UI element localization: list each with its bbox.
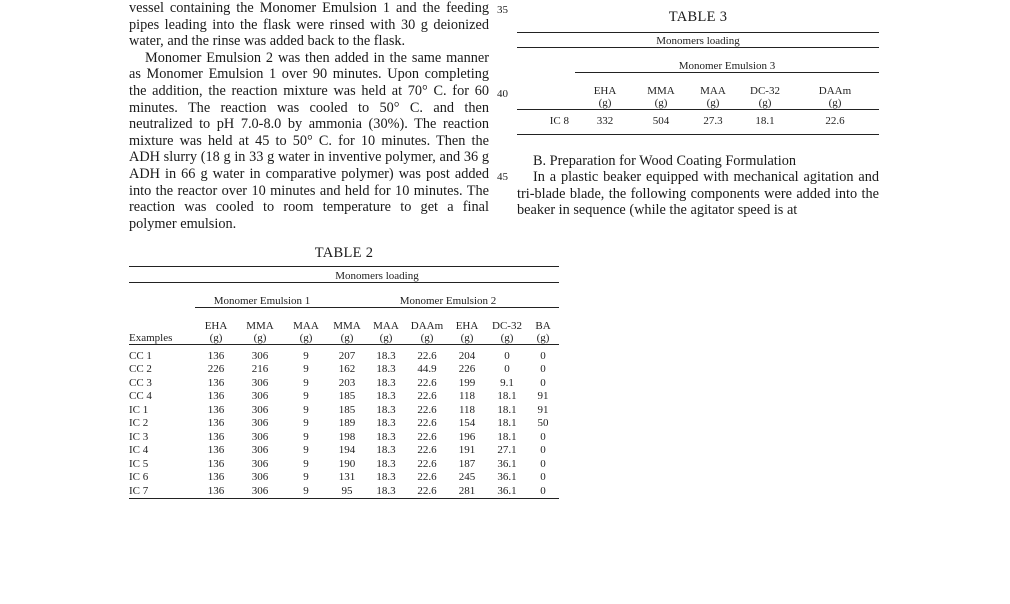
row-label: CC 2: [129, 363, 152, 375]
table-row: [129, 444, 559, 458]
row-label: IC 5: [129, 457, 149, 470]
cell: 0: [504, 349, 510, 362]
table-2-subgroup-2: Monomer Emulsion 2: [329, 295, 559, 308]
table-3-group-header: Monomers loading: [656, 35, 740, 47]
cell: 44.9: [417, 363, 437, 375]
table-2: [129, 266, 559, 501]
cell: 226: [458, 363, 476, 375]
col-unit: (g): [758, 96, 772, 109]
cell: 50: [537, 417, 549, 429]
cell: 9: [303, 376, 309, 389]
table-2-column-units: [129, 332, 559, 345]
cell: 22.6: [417, 471, 437, 483]
cell: 131: [338, 471, 356, 483]
cell: 18.3: [376, 444, 396, 456]
cell: 22.6: [417, 430, 437, 443]
table-row: [129, 377, 559, 391]
cell: 9: [303, 457, 309, 470]
cell: 18.1: [497, 430, 517, 443]
cell: 18.3: [376, 363, 396, 375]
cell: 18.3: [376, 417, 396, 429]
cell: 18.3: [376, 484, 396, 497]
col-unit: (g): [460, 331, 474, 344]
col-unit: (g): [379, 331, 393, 344]
cell: 306: [251, 376, 269, 389]
row-label: IC 8: [549, 114, 569, 127]
cell: 9.1: [500, 376, 514, 389]
cell: 0: [540, 471, 546, 483]
paragraph-monomer-emulsion-2: Monomer Emulsion 2 was then added in the same manner as Monomer Emulsion 1 over 90 minutes. Upon completing the addition, the reaction mixture was held at 70° C. for 60 minutes. The reaction was cooled to 50° C. and then neutralized to pH 7.0-8.0 by ammonia (30%). The reaction mixture was held at 45 to 50° C. for 10 minutes. Then the ADH slurry (18 g in 33 g water in inventive polymer, and 36 g ADH in 66 g water in comparative polymer) was post added into the reactor over 10 minutes and held for 10 minutes. The reaction was cooled to room temperature to get a final polymer emulsion.: [129, 49, 489, 232]
section-b: [517, 153, 879, 219]
col-unit: (g): [828, 96, 842, 109]
cell: 27.3: [703, 114, 723, 127]
cell: 22.6: [417, 349, 437, 362]
col-name: MMA: [246, 319, 274, 332]
table-2-subgroup-1: Monomer Emulsion 1: [195, 295, 329, 308]
section-heading: B. Preparation for Wood Coating Formulation: [533, 152, 797, 169]
cell: 136: [207, 390, 225, 402]
col-name: DC-32: [492, 319, 522, 332]
cell: 136: [207, 430, 225, 443]
cell: 22.6: [417, 403, 437, 416]
col-unit: (g): [209, 331, 223, 344]
row-label: IC 2: [129, 417, 149, 429]
table-row: [129, 350, 559, 364]
cell: 194: [338, 444, 356, 456]
row-label: IC 1: [129, 403, 149, 416]
table-2-subgroup-row: [129, 295, 559, 308]
cell: 9: [303, 484, 309, 497]
cell: 136: [207, 444, 225, 456]
cell: 18.1: [497, 417, 517, 429]
cell: 22.6: [417, 457, 437, 470]
table-3: [517, 32, 879, 137]
row-label: CC 4: [129, 390, 152, 402]
cell: 95: [341, 484, 353, 497]
col-name: MMA: [333, 319, 361, 332]
cell: 191: [458, 444, 476, 456]
table-3-subgroup: Monomer Emulsion 3: [575, 60, 879, 73]
cell: 136: [207, 349, 225, 362]
cell: 18.3: [376, 390, 396, 402]
cell: 199: [458, 376, 476, 389]
cell: 306: [251, 403, 269, 416]
table-row: [129, 471, 559, 485]
table-row: [129, 417, 559, 431]
cell: 18.1: [497, 390, 517, 402]
col-name: BA: [535, 319, 551, 332]
col-name: MAA: [373, 319, 399, 332]
col-name: DAAm: [818, 84, 852, 97]
cell: 136: [207, 484, 225, 497]
cell: 22.6: [825, 114, 845, 127]
cell: 9: [303, 349, 309, 362]
table-3-column-units: [517, 97, 879, 110]
col-unit: (g): [654, 96, 668, 109]
cell: 162: [338, 363, 356, 375]
cell: 190: [338, 457, 356, 470]
table-row: [129, 390, 559, 404]
cell: 185: [338, 403, 356, 416]
cell: 18.1: [497, 403, 517, 416]
line-number: 45: [497, 171, 508, 183]
cell: 36.1: [497, 471, 517, 483]
cell: 136: [207, 403, 225, 416]
cell: 22.6: [417, 390, 437, 402]
cell: 9: [303, 430, 309, 443]
table-2-block: [129, 245, 559, 501]
cell: 204: [458, 349, 476, 362]
table-2-column-names: [129, 320, 559, 332]
table-row: [129, 431, 559, 445]
cell: 36.1: [497, 484, 517, 497]
cell: 27.1: [497, 444, 517, 456]
row-label: IC 6: [129, 471, 149, 483]
cell: 306: [251, 484, 269, 497]
cell: 306: [251, 444, 269, 456]
cell: 136: [207, 471, 225, 483]
cell: 154: [458, 417, 476, 429]
cell: 306: [251, 417, 269, 429]
row-header: Examples: [129, 331, 173, 344]
cell: 0: [540, 444, 546, 456]
table-2-body: [129, 350, 559, 499]
cell: 22.6: [417, 484, 437, 497]
cell: 0: [540, 484, 546, 497]
cell: 136: [207, 417, 225, 429]
cell: 136: [207, 376, 225, 389]
cell: 136: [207, 457, 225, 470]
cell: 306: [251, 471, 269, 483]
cell: 9: [303, 363, 309, 375]
cell: 0: [504, 363, 510, 375]
row-label: IC 4: [129, 444, 149, 456]
cell: 91: [537, 390, 549, 402]
line-number: 40: [497, 88, 508, 100]
right-column: [517, 0, 879, 219]
col-unit: (g): [536, 331, 550, 344]
cell: 198: [338, 430, 356, 443]
paragraph-continued: vessel containing the Monomer Emulsion 1 and the feeding pipes leading into the flask were rinsed with 30 g deionized water, and the rinse was added back to the flask.: [129, 0, 489, 50]
cell: 189: [338, 417, 356, 429]
cell: 281: [458, 484, 476, 497]
cell: 9: [303, 403, 309, 416]
cell: 187: [458, 457, 476, 470]
cell: 203: [338, 376, 356, 389]
table-2-title: TABLE 2: [314, 245, 374, 261]
cell: 306: [251, 457, 269, 470]
row-label: IC 3: [129, 430, 149, 443]
table-row: [129, 458, 559, 472]
cell: 9: [303, 390, 309, 402]
cell: 18.3: [376, 403, 396, 416]
row-label: CC 3: [129, 376, 152, 389]
table-3-column-names: [517, 85, 879, 97]
col-unit: (g): [420, 331, 434, 344]
col-unit: (g): [253, 331, 267, 344]
cell: 0: [540, 363, 546, 375]
section-paragraph: In a plastic beaker equipped with mechanical agitation and tri-blade blade, the following components were added into the beaker in sequence (while the agitator speed is at: [517, 169, 879, 219]
col-unit: (g): [340, 331, 354, 344]
cell: 118: [458, 403, 476, 416]
cell: 216: [251, 363, 269, 375]
cell: 9: [303, 471, 309, 483]
cell: 91: [537, 403, 549, 416]
cell: 306: [251, 430, 269, 443]
line-number: 35: [497, 4, 508, 16]
cell: 18.1: [755, 114, 775, 127]
col-name: DC-32: [750, 84, 780, 97]
col-name: MMA: [647, 84, 675, 97]
col-name: EHA: [455, 319, 479, 332]
cell: 22.6: [417, 376, 437, 389]
row-label: CC 1: [129, 349, 152, 362]
cell: 18.3: [376, 457, 396, 470]
cell: 306: [251, 390, 269, 402]
cell: 226: [207, 363, 225, 375]
col-name: EHA: [204, 319, 228, 332]
left-body-text: [129, 0, 489, 232]
cell: 0: [540, 349, 546, 362]
col-name: MAA: [293, 319, 319, 332]
cell: 18.3: [376, 430, 396, 443]
col-name: DAAm: [410, 319, 444, 332]
cell: 504: [652, 114, 670, 127]
cell: 18.3: [376, 349, 396, 362]
cell: 185: [338, 390, 356, 402]
cell: 9: [303, 417, 309, 429]
col-unit: (g): [500, 331, 514, 344]
col-name: MAA: [700, 84, 726, 97]
table-row: [129, 363, 559, 377]
cell: 245: [458, 471, 476, 483]
col-unit: (g): [598, 96, 612, 109]
cell: 118: [458, 390, 476, 402]
cell: 196: [458, 430, 476, 443]
table-3-title: TABLE 3: [668, 9, 728, 25]
cell: 332: [596, 114, 614, 127]
cell: 22.6: [417, 417, 437, 429]
col-name: EHA: [593, 84, 617, 97]
cell: 0: [540, 376, 546, 389]
cell: 207: [338, 349, 356, 362]
cell: 306: [251, 349, 269, 362]
table-row: [517, 115, 879, 127]
col-unit: (g): [706, 96, 720, 109]
cell: 0: [540, 430, 546, 443]
col-unit: (g): [299, 331, 313, 344]
cell: 18.3: [376, 376, 396, 389]
table-row: [129, 404, 559, 418]
cell: 36.1: [497, 457, 517, 470]
cell: 22.6: [417, 444, 437, 456]
row-label: IC 7: [129, 484, 149, 497]
cell: 18.3: [376, 471, 396, 483]
table-row: [129, 485, 559, 499]
table-2-group-header: Monomers loading: [335, 270, 419, 282]
cell: 9: [303, 444, 309, 456]
cell: 0: [540, 457, 546, 470]
